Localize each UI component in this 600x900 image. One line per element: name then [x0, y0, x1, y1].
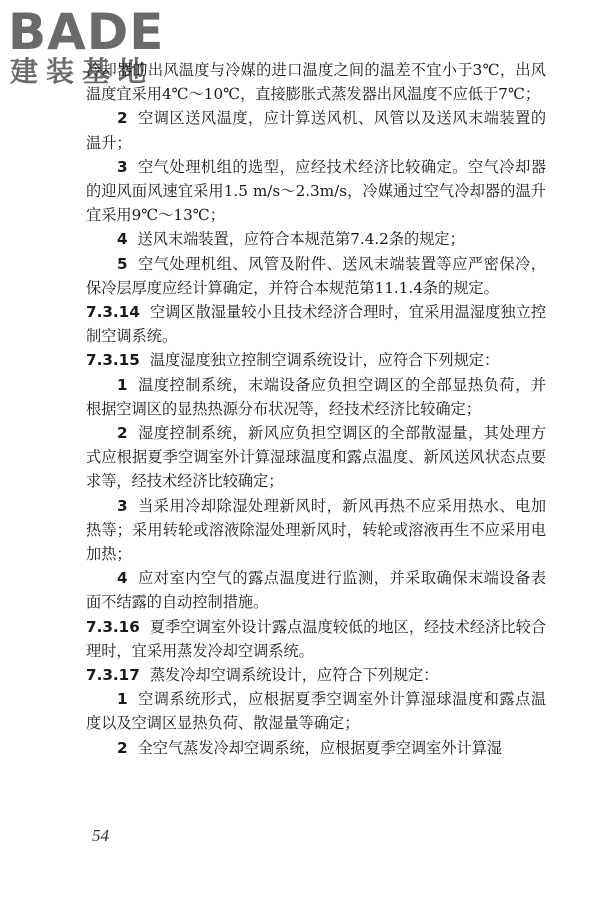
clause-text: 温度湿度独立控制空调系统设计，应符合下列规定：	[149, 351, 500, 370]
list-item	[86, 421, 546, 494]
clause-text: 夏季空调室外设计露点温度较低的地区，经技术经济比较合理时，宜采用蒸发冷却空调系统。	[86, 617, 546, 660]
list-item	[86, 252, 546, 300]
item-number: 2	[117, 738, 128, 757]
item-text: 空调区送风温度，应计算送风机、风管以及送风末端装置的温升；	[86, 109, 546, 152]
list-item	[86, 373, 546, 421]
item-text: 空气处理机组的选型，应经技术经济比较确定。空气冷却器的迎风面风速宜采用1.5 m/s～2.3m/s，冷媒通过空气冷却器的温升宜采用9℃～13℃；	[86, 157, 546, 225]
item-number: 3	[117, 157, 128, 176]
item-number: 4	[117, 569, 128, 588]
item-text: 温度控制系统，末端设备应负担空调区的全部显热负荷，并根据空调区的显热热源分布状况等，经技术经济比较确定；	[86, 375, 546, 418]
paragraph-text: 冷却器的出风温度与冷媒的进口温度之间的温差不宜小于3℃，出风温度宜采用4℃～10℃，直接膨胀式蒸发器出风温度不应低于7℃；	[86, 61, 546, 104]
clause-number: 7.3.16	[86, 617, 140, 636]
item-text: 全空气蒸发冷却空调系统，应根据夏季空调室外计算湿	[137, 738, 503, 757]
item-number: 2	[117, 109, 128, 128]
logo-tagline: 建装基地	[10, 55, 155, 88]
list-item	[86, 227, 546, 251]
item-text: 应对室内空气的露点温度进行监测，并采取确保末端设备表面不结露的自动控制措施。	[86, 569, 546, 612]
clause	[86, 300, 546, 348]
clause	[86, 663, 546, 687]
clause-number: 7.3.15	[86, 351, 140, 370]
clause-number: 7.3.17	[86, 666, 140, 685]
list-item	[86, 494, 546, 567]
clause	[86, 615, 546, 663]
item-text: 湿度控制系统，新风应负担空调区的全部散湿量，其处理方式应根据夏季空调室外计算湿球温度和露点温度、新风送风状态点要求等，经技术经济比较确定；	[86, 424, 546, 491]
clause-text: 蒸发冷却空调系统设计，应符合下列规定：	[149, 666, 439, 685]
list-item	[86, 566, 546, 614]
item-text: 空调系统形式，应根据夏季空调室外计算湿球温度和露点温度以及空调区显热负荷、散湿量等确定；	[86, 690, 546, 733]
list-item	[86, 155, 546, 228]
logo-wordmark: BADE	[8, 3, 165, 61]
item-text: 当采用冷却除湿处理新风时，新风再热不应采用热水、电加热等；采用转轮或溶液除湿处理新风时，转轮或溶液再生不应采用电加热；	[86, 496, 546, 564]
item-number: 1	[117, 690, 128, 709]
list-item	[86, 687, 546, 735]
list-item	[86, 106, 546, 154]
item-number: 3	[117, 496, 128, 515]
clause	[86, 348, 546, 372]
item-number: 1	[117, 375, 128, 394]
clause-text: 空调区散湿量较小且技术经济合理时，宜采用温湿度独立控制空调系统。	[86, 303, 546, 346]
item-text: 送风末端装置，应符合本规范第7.4.2条的规定；	[137, 230, 465, 249]
item-number: 2	[117, 424, 128, 443]
page-number: 54	[92, 826, 109, 845]
item-text: 空气处理机组、风管及附件、送风末端装置等应严密保冷，保冷层厚度应经计算确定，并符合本规范第11.1.4条的规定。	[86, 254, 546, 297]
item-number: 5	[117, 254, 128, 273]
continued-paragraph	[86, 58, 546, 106]
document-body	[86, 58, 546, 760]
clause-number: 7.3.14	[86, 303, 140, 322]
list-item	[86, 736, 546, 760]
item-number: 4	[117, 230, 128, 249]
